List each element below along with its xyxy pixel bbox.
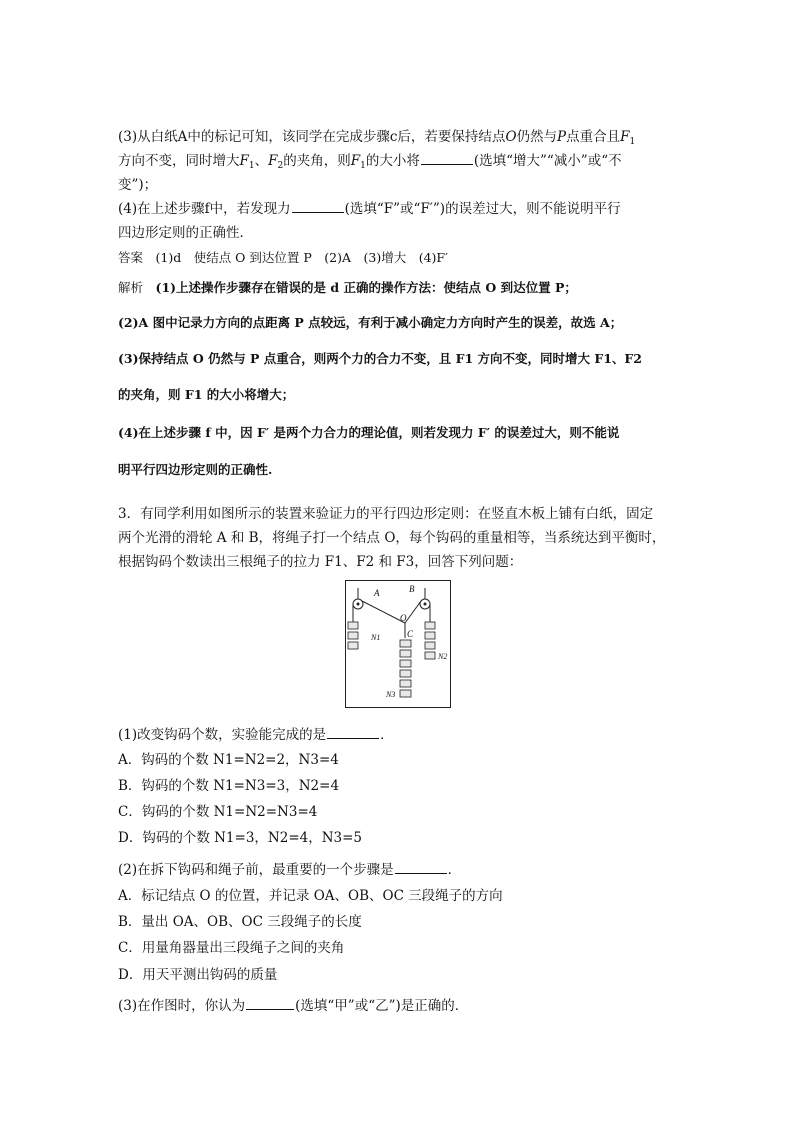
label-a: A (374, 588, 380, 598)
label-c: C (407, 629, 414, 639)
q3-sub2-option-a: A．标记结点 O 的位置，并记录 OA、OB、OC 三段绳子的方向 (118, 888, 503, 904)
weights-n3 (400, 640, 411, 697)
answer-blank (395, 861, 447, 874)
q3-sub1-option-c: C．钩码的个数 N1=N2=N3=4 (118, 804, 318, 820)
q3-sub1-option-b: B．钩码的个数 N1=N3=3，N2=4 (118, 778, 340, 794)
q3-stem-line1: 3．有同学利用如图所示的装置来验证力的平行四边形定则：在竖直木板上铺有白纸，固定 (118, 506, 654, 522)
label-n2: N2 (438, 652, 448, 661)
q3-stem-line2: 两个光滑的滑轮 A 和 B，将绳子打一个结点 O，每个钩码的重量相等，当系统达到平衡时， (118, 530, 666, 546)
q-prev-3-line2: 方向不变，同时增大$F_1$、$F_2$的夹角，则$F_1$的大小将 (选填“增大”“减小”或“不 (118, 153, 622, 171)
q-prev-3-line3: 变”)； (118, 177, 158, 193)
analysis-line4: (4)在上述步骤 f 中，因 F′ 是两个力合力的理论值，则若发现力 F′ 的误差过大，则不能说 (118, 425, 620, 440)
q3-sub3: (3)在作图时，你认为 (选填“甲”或“乙”)是正确的． (118, 998, 469, 1014)
answer-blank (292, 200, 344, 213)
label-n3: N3 (386, 690, 396, 699)
q3-sub2: (2)在拆下钩码和绳子前，最重要的一个步骤是 ． (118, 862, 462, 878)
q3-sub1-option-a: A．钩码的个数 N1=N2=2，N3=4 (118, 752, 339, 768)
weights-n2 (425, 622, 435, 659)
analysis-line4b: 明平行四边形定则的正确性. (118, 462, 273, 477)
analysis-line1: 解析 (1)上述操作步骤存在错误的是 d 正确的操作方法：使结点 O 到达位置 P； (118, 280, 577, 295)
answer-line: 答案 (1)d 使结点 O 到达位置 P (2)A (3)增大 (4)F′ (118, 250, 448, 265)
q3-sub2-option-c: C．用量角器量出三段绳子之间的夹角 (118, 940, 345, 956)
answer-blank (327, 726, 379, 739)
q-prev-4-line2: 四边形定则的正确性． (118, 225, 253, 241)
weights-n1 (348, 622, 358, 649)
analysis-line3b: 的夹角，则 F1 的大小将增大； (118, 387, 295, 402)
q3-sub1-option-d: D．钩码的个数 N1=3，N2=4，N3=5 (118, 830, 363, 846)
q-prev-4-line1: (4)在上述步骤f中，若发现力 (选填“F”或“F′”)的误差过大，则不能说明平行 (118, 201, 621, 217)
apparatus-figure (345, 580, 451, 708)
rope-ob (405, 601, 421, 623)
q-prev-3-line1: (3)从白纸A中的标记可知，该同学在完成步骤c后，若要保持结点O仍然与P点重合且$F_1$ (118, 129, 636, 147)
q3-sub2-option-b: B．量出 OA、OB、OC 三段绳子的长度 (118, 914, 362, 930)
label-n1: N1 (371, 633, 381, 642)
q3-stem-line3: 根据钩码个数读出三根绳子的拉力 F1、F2 和 F3，回答下列问题： (118, 554, 523, 570)
q3-sub1: (1)改变钩码个数，实验能完成的是 ． (118, 727, 394, 743)
rope-oa (362, 601, 405, 623)
q3-sub2-option-d: D．用天平测出钩码的质量 (118, 967, 278, 983)
analysis-line2: (2)A 图中记录力方向的点距离 P 点较远，有利于减小确定力方向时产生的误差，故选 A； (118, 315, 623, 330)
label-b: B (409, 584, 415, 594)
label-o: O (400, 613, 407, 623)
answer-blank (246, 997, 294, 1010)
analysis-line3: (3)保持结点 O 仍然与 P 点重合，则两个力的合力不变，且 F1 方向不变，同时增大 F1、F2 (118, 351, 642, 366)
answer-blank (421, 152, 473, 165)
